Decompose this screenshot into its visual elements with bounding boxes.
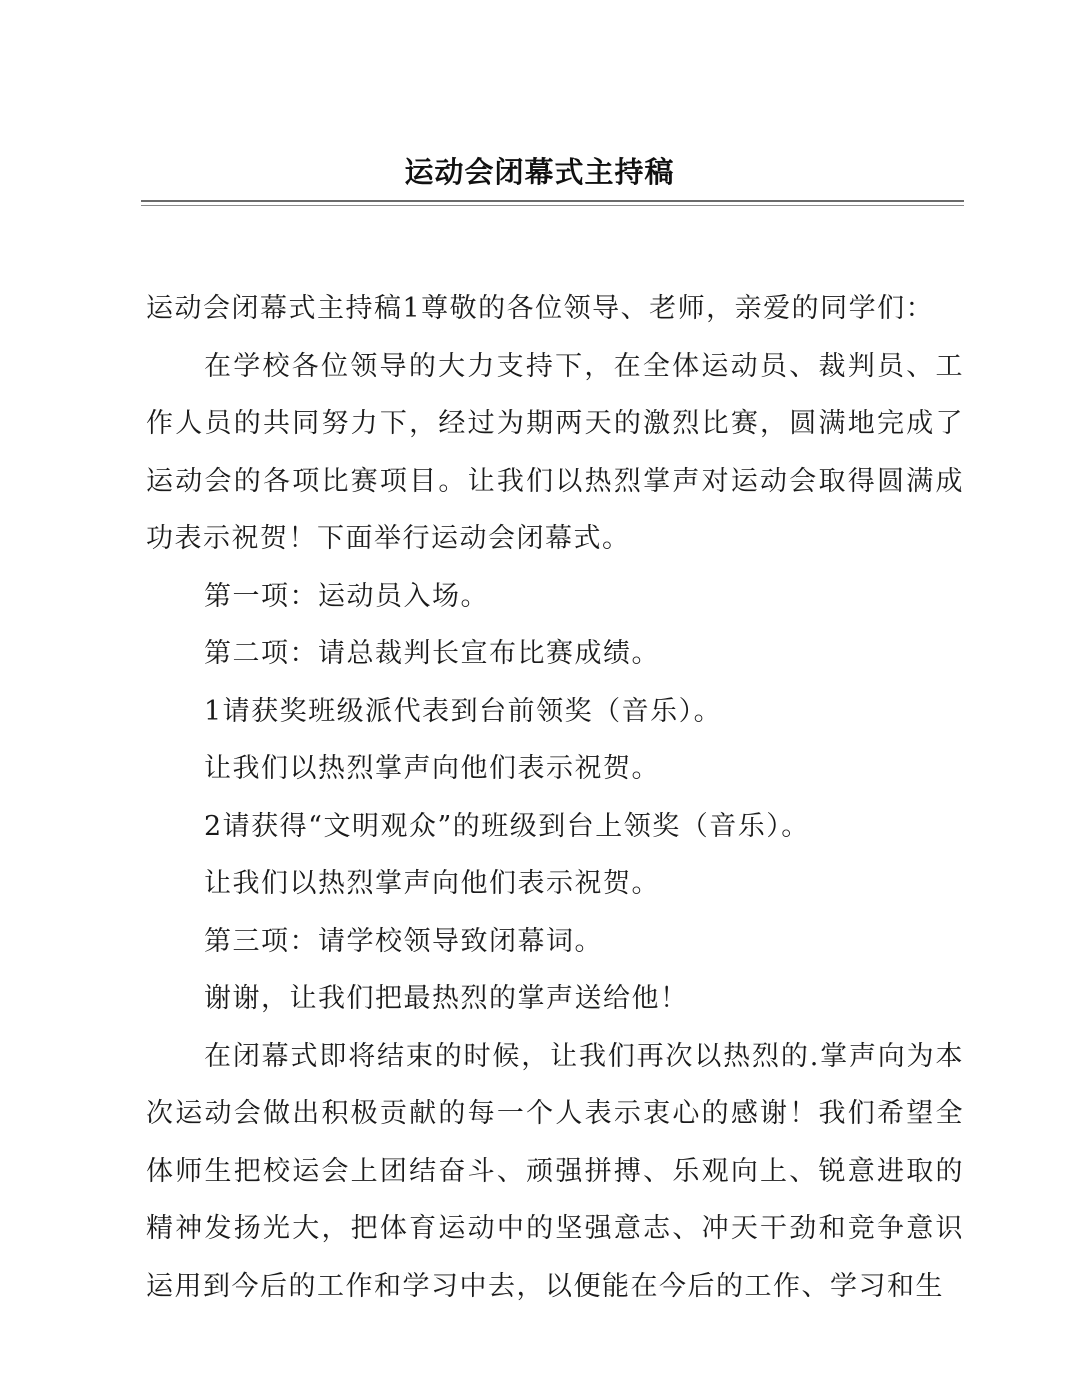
title-divider-secondary xyxy=(141,205,964,206)
paragraph-item-2: 第二项：请总裁判长宣布比赛成绩。 xyxy=(204,638,660,669)
document-body xyxy=(146,280,964,1315)
paragraph-opening: 在学校各位领导的大力支持下，在全体运动员、裁判员、工作人员的共同努力下，经过为期两天的激烈比赛，圆满地完成了运动会的各项比赛项目。让我们以热烈掌声对运动会取得圆满成功表示祝贺！下面举行运动会闭幕式。 xyxy=(146,350,964,554)
paragraph-thanks: 谢谢，让我们把最热烈的掌声送给他！ xyxy=(204,983,689,1014)
paragraph-award-2: 2请获得“文明观众”的班级到台上领奖（音乐）。 xyxy=(204,810,810,842)
paragraph-closing: 在闭幕式即将结束的时候，让我们再次以热烈的.掌声向为本次运动会做出积极贡献的每一个人表示衷心的感谢！我们希望全体师生把校运会上团结奋斗、顽强拼搏、乐观向上、锐意进取的精神发扬光大，把体育运动中的坚强意志、冲天干劲和竞争意识运用到今后的工作和学习中去，以便能在今后的工作、学习和生 xyxy=(146,1040,964,1302)
paragraph-applause-2: 让我们以热烈掌声向他们表示祝贺。 xyxy=(204,868,660,899)
document-title: 运动会闭幕式主持稿 xyxy=(404,155,675,189)
title-divider xyxy=(141,200,964,202)
paragraph-item-1: 第一项：运动员入场。 xyxy=(204,580,489,612)
paragraph-applause-1: 让我们以热烈掌声向他们表示祝贺。 xyxy=(204,753,660,784)
paragraph-award-1: 1请获奖班级派代表到台前领奖（音乐）。 xyxy=(204,695,723,727)
paragraph-item-3: 第三项：请学校领导致闭幕词。 xyxy=(204,925,603,957)
paragraph-greeting: 运动会闭幕式主持稿1尊敬的各位领导、老师，亲爱的同学们： xyxy=(146,293,935,324)
